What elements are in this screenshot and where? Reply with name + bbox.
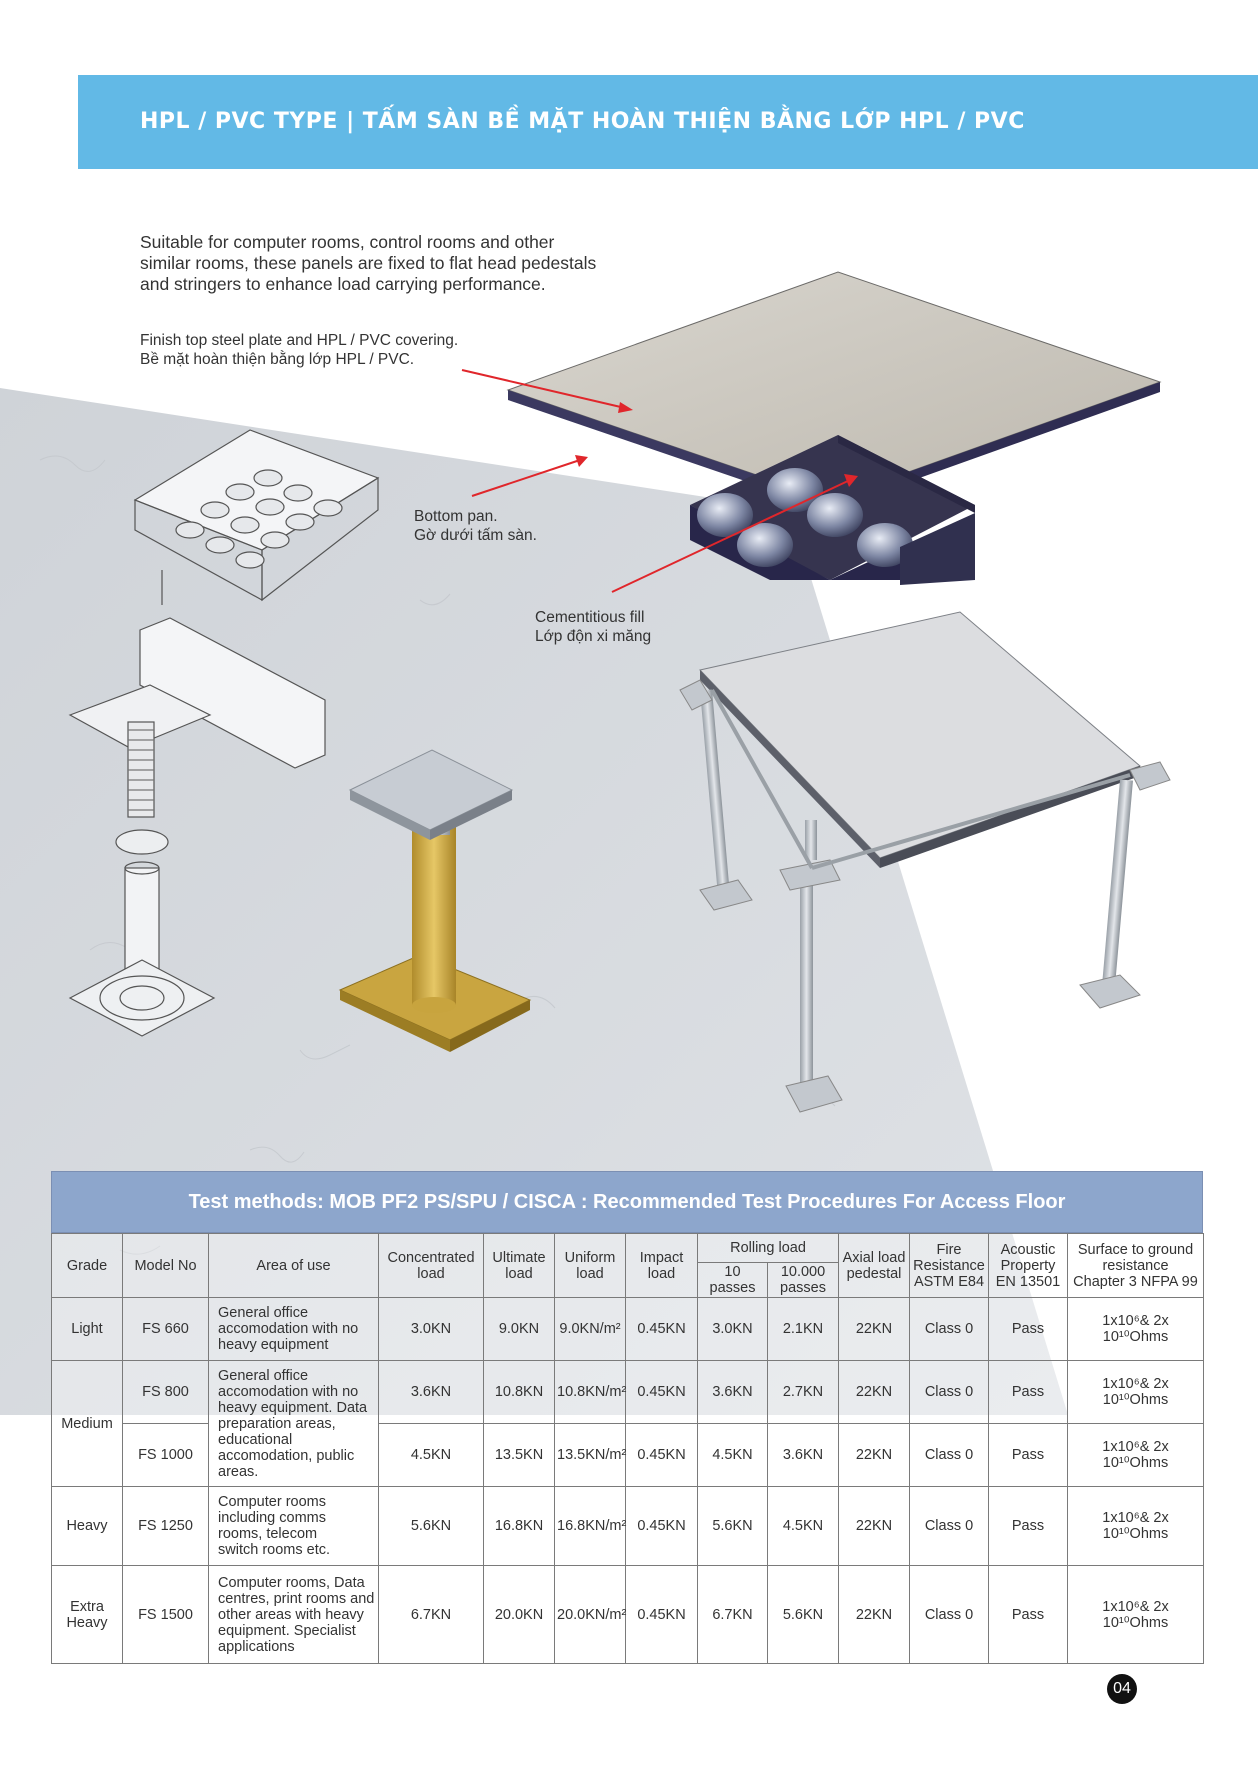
- header-text: Axial load: [842, 1249, 906, 1266]
- header-text: ASTM E84: [913, 1273, 985, 1290]
- intro-line: similar rooms, these panels are fixed to flat head pedestals: [140, 253, 597, 273]
- cell-fire: Class 0: [910, 1487, 989, 1566]
- cementitious-label: [535, 608, 651, 646]
- header-area: Area of use: [209, 1234, 379, 1298]
- cell-roll10: 5.6KN: [698, 1487, 768, 1566]
- area-line: heavy equipment. Data: [218, 1399, 368, 1416]
- area-line: centres, print rooms and: [218, 1590, 375, 1607]
- header-rolling-10: 10 passes: [698, 1263, 768, 1298]
- header-text: Concentrated: [387, 1249, 475, 1266]
- area-line: switch rooms etc.: [218, 1542, 330, 1558]
- cell-fire: Class 0: [910, 1424, 989, 1487]
- table-title: Test methods: MOB PF2 PS/SPU / CISCA : Recommended Test Procedures For Access Floor: [51, 1171, 1203, 1233]
- cell-impact: 0.45KN: [626, 1298, 698, 1361]
- area-line: General office: [218, 1305, 309, 1321]
- table-row: [52, 1298, 1204, 1361]
- cell-roll10000: 3.6KN: [768, 1424, 839, 1487]
- cell-roll10000: 2.1KN: [768, 1298, 839, 1361]
- cell-model: FS 660: [123, 1298, 209, 1361]
- cell-surface: 1x10⁶& 2x 10¹⁰Ohms: [1068, 1298, 1204, 1361]
- header-model: Model No: [123, 1234, 209, 1298]
- bottom-pan-label: [414, 507, 537, 545]
- cell-concentrated: 3.0KN: [379, 1298, 484, 1361]
- area-line: applications: [218, 1638, 295, 1655]
- header-text: resistance: [1102, 1257, 1169, 1274]
- finish-label-vi: Bề mặt hoàn thiện bằng lớp HPL / PVC.: [140, 351, 415, 368]
- intro-line: and stringers to enhance load carrying performance.: [140, 274, 546, 294]
- header-ultimate: [484, 1234, 555, 1298]
- cell-axial: 22KN: [839, 1298, 910, 1361]
- header-text: load: [576, 1265, 604, 1282]
- cell-ultimate: 10.8KN: [484, 1361, 555, 1424]
- header-acoustic: [989, 1234, 1068, 1298]
- cell-surface: 1x10⁶& 2x 10¹⁰Ohms: [1068, 1361, 1204, 1424]
- header-text: load: [647, 1265, 676, 1282]
- cell-roll10: 6.7KN: [698, 1566, 768, 1664]
- cell-fire: Class 0: [910, 1298, 989, 1361]
- header-text: Uniform: [564, 1249, 616, 1266]
- bottom-pan-label-vi: Gờ dưới tấm sàn.: [414, 527, 537, 544]
- header-text: Acoustic: [1000, 1241, 1056, 1258]
- cell-grade: Heavy: [52, 1487, 123, 1566]
- cell-area: [209, 1361, 379, 1487]
- table-row: [52, 1487, 1204, 1566]
- header-text: Chapter 3 NFPA 99: [1073, 1273, 1198, 1290]
- cell-roll10000: 2.7KN: [768, 1361, 839, 1424]
- cell-roll10: 3.0KN: [698, 1298, 768, 1361]
- cell-axial: 22KN: [839, 1424, 910, 1487]
- header-axial: [839, 1234, 910, 1298]
- header-concentrated: [379, 1234, 484, 1298]
- area-line: rooms, telecom: [218, 1526, 318, 1542]
- cell-acoustic: Pass: [989, 1487, 1068, 1566]
- cell-concentrated: 3.6KN: [379, 1361, 484, 1424]
- header-grade: Grade: [52, 1234, 123, 1298]
- area-line: accomodation with no: [218, 1321, 359, 1337]
- cell-roll10: 3.6KN: [698, 1361, 768, 1424]
- cell-grade: Light: [52, 1298, 123, 1361]
- area-line: Computer rooms, Data: [218, 1574, 365, 1591]
- table-row: [52, 1566, 1204, 1664]
- header-rolling: Rolling load: [698, 1234, 839, 1263]
- header-text: Resistance: [913, 1257, 985, 1274]
- spec-table: [51, 1233, 1204, 1664]
- header-uniform: [555, 1234, 626, 1298]
- cell-model: FS 1250: [123, 1487, 209, 1566]
- cell-roll10: 4.5KN: [698, 1424, 768, 1487]
- spec-table-section: [51, 1171, 1203, 1664]
- cell-fire: Class 0: [910, 1566, 989, 1664]
- cell-ultimate: 16.8KN: [484, 1487, 555, 1566]
- area-line: General office: [218, 1367, 309, 1384]
- cell-area: [209, 1298, 379, 1361]
- header-band: [78, 75, 1258, 169]
- intro-paragraph: [140, 232, 660, 295]
- cell-concentrated: 6.7KN: [379, 1566, 484, 1664]
- cell-grade: Extra Heavy: [52, 1566, 123, 1664]
- cell-axial: 22KN: [839, 1566, 910, 1664]
- area-line: Computer rooms: [218, 1494, 326, 1510]
- header-text: Fire: [936, 1241, 962, 1258]
- area-line: educational: [218, 1431, 293, 1448]
- finish-label-en: Finish top steel plate and HPL / PVC covering.: [140, 332, 459, 349]
- header-text: Ultimate: [492, 1249, 546, 1266]
- area-line: heavy equipment: [218, 1337, 329, 1353]
- cell-uniform: 9.0KN/m²: [555, 1298, 626, 1361]
- cell-ultimate: 20.0KN: [484, 1566, 555, 1664]
- header-text: Impact: [639, 1249, 684, 1266]
- header-text: load: [417, 1265, 445, 1282]
- intro-line: Suitable for computer rooms, control rooms and other: [140, 232, 555, 252]
- cell-model: FS 1000: [123, 1424, 209, 1487]
- cell-concentrated: 5.6KN: [379, 1487, 484, 1566]
- cell-impact: 0.45KN: [626, 1424, 698, 1487]
- header-text: Surface to ground: [1077, 1241, 1194, 1258]
- header-text: pedestal: [846, 1265, 902, 1282]
- cell-uniform: 13.5KN/m²: [555, 1424, 626, 1487]
- cell-grade: Medium: [52, 1361, 123, 1487]
- cell-axial: 22KN: [839, 1361, 910, 1424]
- cell-ultimate: 13.5KN: [484, 1424, 555, 1487]
- area-line: equipment. Specialist: [218, 1622, 356, 1639]
- header-text: load: [505, 1265, 533, 1282]
- cell-ultimate: 9.0KN: [484, 1298, 555, 1361]
- cell-axial: 22KN: [839, 1487, 910, 1566]
- cell-concentrated: 4.5KN: [379, 1424, 484, 1487]
- cell-acoustic: Pass: [989, 1566, 1068, 1664]
- table-row: [52, 1361, 1204, 1424]
- bottom-pan-label-en: Bottom pan.: [414, 508, 498, 525]
- cell-roll10000: 5.6KN: [768, 1566, 839, 1664]
- area-line: other areas with heavy: [218, 1606, 364, 1623]
- cell-uniform: 16.8KN/m²: [555, 1487, 626, 1566]
- finish-label: [140, 331, 458, 369]
- cell-acoustic: Pass: [989, 1298, 1068, 1361]
- cell-model: FS 1500: [123, 1566, 209, 1664]
- cell-area: [209, 1566, 379, 1664]
- header-text: EN 13501: [995, 1273, 1061, 1290]
- cell-surface: 1x10⁶& 2x 10¹⁰Ohms: [1068, 1424, 1204, 1487]
- cell-surface: 1x10⁶& 2x 10¹⁰Ohms: [1068, 1487, 1204, 1566]
- page-title: HPL / PVC TYPE | TẤM SÀN BỀ MẶT HOÀN THIỆN BẰNG LỚP HPL / PVC: [140, 109, 1025, 134]
- header-text: Property: [1000, 1257, 1056, 1274]
- cell-uniform: 20.0KN/m²: [555, 1566, 626, 1664]
- cell-acoustic: Pass: [989, 1424, 1068, 1487]
- area-line: accomodation with no: [218, 1383, 359, 1400]
- page-number: 04: [1107, 1674, 1137, 1704]
- cementitious-label-en: Cementitious fill: [535, 609, 645, 626]
- cell-impact: 0.45KN: [626, 1487, 698, 1566]
- header-text: 10.000: [780, 1264, 826, 1280]
- cell-model: FS 800: [123, 1361, 209, 1424]
- header-surface: [1068, 1234, 1204, 1298]
- cell-fire: Class 0: [910, 1361, 989, 1424]
- area-line: accomodation, public: [218, 1447, 355, 1464]
- cell-acoustic: Pass: [989, 1361, 1068, 1424]
- cell-area: [209, 1487, 379, 1566]
- header-text: passes: [780, 1280, 826, 1296]
- cell-uniform: 10.8KN/m²: [555, 1361, 626, 1424]
- cementitious-label-vi: Lớp độn xi măng: [535, 628, 652, 645]
- area-line: including comms: [218, 1510, 326, 1526]
- header-fire: [910, 1234, 989, 1298]
- area-line: preparation areas,: [218, 1415, 336, 1432]
- header-impact: [626, 1234, 698, 1298]
- cell-roll10000: 4.5KN: [768, 1487, 839, 1566]
- area-line: areas.: [218, 1463, 259, 1480]
- cell-impact: 0.45KN: [626, 1361, 698, 1424]
- cell-surface: 1x10⁶& 2x 10¹⁰Ohms: [1068, 1566, 1204, 1664]
- cell-impact: 0.45KN: [626, 1566, 698, 1664]
- header-rolling-10000: [768, 1263, 839, 1298]
